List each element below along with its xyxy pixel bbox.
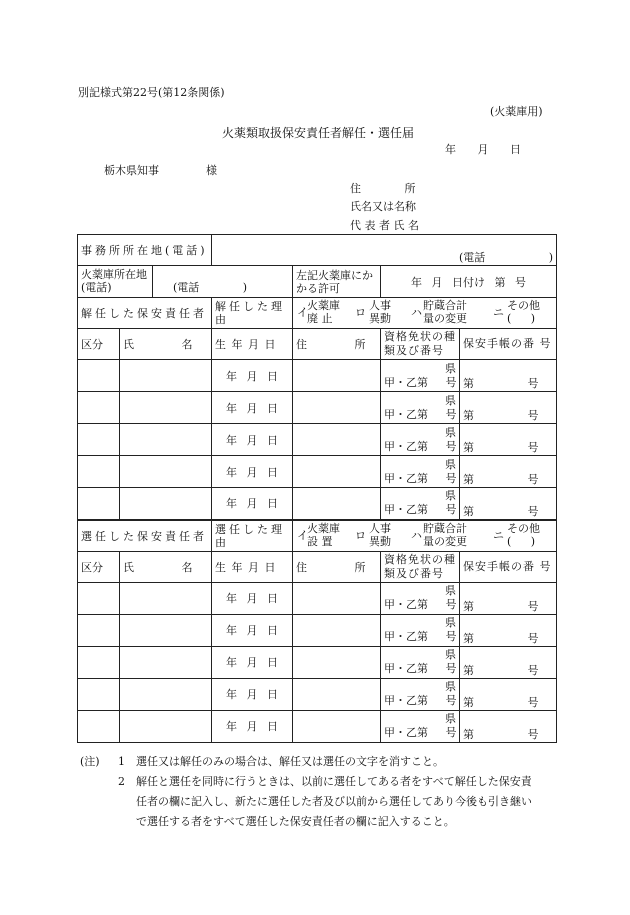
- entry-category[interactable]: [78, 392, 120, 424]
- dismissal-entry-row: [78, 424, 557, 456]
- entry-license-no: 甲・乙第 号: [384, 375, 457, 389]
- entry-category[interactable]: [78, 488, 120, 520]
- dismissal-option-i-text1: 火薬庫: [307, 299, 340, 312]
- dismissal-option-ha-text2: 量の変更: [423, 312, 467, 325]
- entry-address[interactable]: [293, 488, 381, 520]
- entry-book[interactable]: 第 号: [460, 392, 557, 424]
- entry-license[interactable]: [381, 710, 460, 742]
- col-name: 氏 名: [120, 551, 212, 582]
- entry-pref: 県: [445, 457, 456, 471]
- entry-license-no: 甲・乙第 号: [384, 598, 457, 611]
- entry-book[interactable]: 第 号: [460, 424, 557, 456]
- entry-pref: 県: [445, 616, 456, 629]
- entry-name[interactable]: [120, 646, 212, 678]
- form-title: 火薬類取扱保安責任者解任・選任届: [222, 126, 415, 140]
- appointment-option-i-text1: 火薬庫: [307, 521, 340, 535]
- appointment-option-ro-text1: 人事: [369, 521, 391, 535]
- entry-license-no: 甲・乙第 号: [384, 503, 457, 517]
- col-book: 保安手帳の番 号: [460, 329, 557, 360]
- note-2-text: 解任と選任を同時に行うときは、以前に選任してある者をすべて解任した保安責任者の欄に記入し、新たに選任した者及び以前から選任してあり今後も引き継いで選任する者をすべて選任した保安責任者の欄に記入すること。: [136, 775, 532, 828]
- appointment-entry-row: [78, 678, 557, 710]
- note-2-number: 2: [118, 775, 125, 788]
- col-name: 氏 名: [120, 329, 212, 360]
- col-birth: 生 年 月 日: [212, 329, 293, 360]
- notification-form-table: [77, 234, 557, 743]
- dismissal-option-ha-text1: 貯蔵合計: [423, 299, 467, 312]
- appointment-entry-row: [78, 710, 557, 742]
- office-label: 事務所所在地(電話): [78, 235, 212, 266]
- notes-section: [80, 752, 560, 832]
- entry-address[interactable]: [293, 710, 381, 742]
- applicant-address-label: 住 所: [350, 182, 416, 195]
- appointment-label: 選任した保安責任者: [78, 520, 212, 552]
- entry-birth[interactable]: 年 月 日: [212, 646, 293, 678]
- entry-pref: 県: [445, 425, 456, 439]
- appointment-entry-row: [78, 646, 557, 678]
- entry-name[interactable]: [120, 424, 212, 456]
- entry-pref: 県: [445, 712, 456, 725]
- entry-birth[interactable]: 年 月 日: [212, 424, 293, 456]
- entry-license[interactable]: [381, 582, 460, 614]
- dismissal-reason-options[interactable]: [293, 298, 556, 328]
- entry-name[interactable]: [120, 488, 212, 520]
- entry-name[interactable]: [120, 582, 212, 614]
- entry-pref: 県: [445, 648, 456, 661]
- dismissal-option-ro-text1: 人事: [369, 299, 391, 312]
- entry-license-no: 甲・乙第 号: [384, 662, 457, 675]
- usage-label: (火薬庫用): [490, 105, 543, 118]
- entry-book[interactable]: 第 号: [460, 678, 557, 710]
- representative-label: 代 表 者 氏 名: [350, 219, 419, 232]
- entry-book[interactable]: 第 号: [460, 646, 557, 678]
- dismissal-option-ha: ハ: [411, 306, 422, 319]
- entry-category[interactable]: [78, 678, 120, 710]
- appointment-option-i: イ: [297, 528, 308, 542]
- entry-birth[interactable]: 年 月 日: [212, 678, 293, 710]
- entry-license-no: 甲・乙第 号: [384, 694, 457, 707]
- entry-license-no: 甲・乙第 号: [384, 726, 457, 739]
- storehouse-label: 火薬庫所在地(電話): [78, 266, 153, 297]
- col-book: 保安手帳の番 号: [460, 551, 557, 582]
- permit-label: 左記火薬庫にかかる許可: [293, 266, 381, 298]
- appointment-column-headers: [78, 551, 557, 582]
- dismissal-option-ni-text1: その他: [507, 299, 540, 312]
- entry-name[interactable]: [120, 678, 212, 710]
- appointment-entry-row: [78, 582, 557, 614]
- entry-address[interactable]: [293, 646, 381, 678]
- col-license: 資格免状の種類及び番号: [381, 329, 460, 360]
- appointment-option-ni-text2: ( ): [507, 534, 536, 548]
- entry-name[interactable]: [120, 456, 212, 488]
- entry-birth[interactable]: 年 月 日: [212, 710, 293, 742]
- entry-address[interactable]: [293, 582, 381, 614]
- entry-book[interactable]: 第 号: [460, 614, 557, 646]
- entry-pref: 県: [445, 680, 456, 693]
- entry-license[interactable]: [381, 392, 460, 424]
- entry-category[interactable]: [78, 582, 120, 614]
- dismissal-entry-row: [78, 488, 557, 520]
- dismissal-header-row: [78, 298, 557, 329]
- appointment-option-ni-text1: その他: [507, 521, 540, 535]
- entry-book[interactable]: 第 号: [460, 360, 557, 392]
- dismissal-option-i-text2: 廃 止: [307, 312, 333, 325]
- entry-license[interactable]: [381, 456, 460, 488]
- dismissal-option-ro: ロ: [355, 306, 366, 319]
- dismissal-entry-row: [78, 392, 557, 424]
- entry-category[interactable]: [78, 614, 120, 646]
- dismissal-entry-row: [78, 360, 557, 392]
- appointment-option-ni: ニ: [493, 528, 504, 542]
- notes-head: (注): [80, 755, 100, 768]
- storehouse-phone-field[interactable]: (電話 ): [173, 281, 248, 294]
- entry-address[interactable]: [293, 456, 381, 488]
- entry-license-no: 甲・乙第 号: [384, 439, 457, 453]
- entry-category[interactable]: [78, 360, 120, 392]
- entry-pref: 県: [445, 489, 456, 503]
- entry-category[interactable]: [78, 710, 120, 742]
- permit-value-field[interactable]: 年 月 日付け 第 号: [381, 266, 557, 298]
- storehouse-row: [78, 266, 557, 298]
- entry-birth[interactable]: 年 月 日: [212, 360, 293, 392]
- entry-birth[interactable]: 年 月 日: [212, 614, 293, 646]
- entry-license[interactable]: [381, 360, 460, 392]
- dismissal-option-ro-text2: 異動: [369, 312, 391, 325]
- col-category: 区分: [78, 551, 120, 582]
- col-address: 住 所: [293, 551, 381, 582]
- dismissal-entry-row: [78, 456, 557, 488]
- entry-license-no: 甲・乙第 号: [384, 471, 457, 485]
- submission-date: 年 月 日: [445, 143, 521, 156]
- appointment-option-ha-text2: 量の変更: [423, 534, 467, 548]
- appointment-reason-options[interactable]: [293, 521, 556, 551]
- entry-address[interactable]: [293, 392, 381, 424]
- dismissal-option-i: イ: [297, 306, 308, 319]
- entry-license[interactable]: [381, 424, 460, 456]
- entry-license[interactable]: [381, 646, 460, 678]
- applicant-name-label: 氏名又は名称: [350, 200, 416, 213]
- entry-book[interactable]: 第 号: [460, 488, 557, 520]
- entry-book[interactable]: 第 号: [460, 710, 557, 742]
- entry-name[interactable]: [120, 392, 212, 424]
- appointment-header-row: [78, 520, 557, 552]
- office-row: [78, 235, 557, 266]
- appointment-entry-row: [78, 614, 557, 646]
- entry-license[interactable]: [381, 678, 460, 710]
- dismissal-option-ni-text2: ( ): [507, 312, 536, 325]
- entry-license[interactable]: [381, 614, 460, 646]
- entry-address[interactable]: [293, 360, 381, 392]
- entry-birth[interactable]: 年 月 日: [212, 488, 293, 520]
- note-1-text: 選任又は解任のみの場合は、解任又は選任の文字を消すこと。: [136, 755, 444, 768]
- col-license: 資格免状の種類及び番号: [381, 551, 460, 582]
- entry-name[interactable]: [120, 360, 212, 392]
- col-category: 区分: [78, 329, 120, 360]
- entry-birth[interactable]: 年 月 日: [212, 456, 293, 488]
- entry-category[interactable]: [78, 456, 120, 488]
- entry-pref: 県: [445, 393, 456, 407]
- entry-name[interactable]: [120, 710, 212, 742]
- entry-birth[interactable]: 年 月 日: [212, 392, 293, 424]
- entry-birth[interactable]: 年 月 日: [212, 582, 293, 614]
- appointment-option-ha-text1: 貯蔵合計: [423, 521, 467, 535]
- entry-category[interactable]: [78, 646, 120, 678]
- entry-book[interactable]: 第 号: [460, 582, 557, 614]
- honorific: 様: [206, 164, 217, 177]
- entry-license-no: 甲・乙第 号: [384, 407, 457, 421]
- form-number: 別記様式第22号(第12条関係): [78, 86, 225, 99]
- entry-address[interactable]: [293, 678, 381, 710]
- entry-category[interactable]: [78, 424, 120, 456]
- dismissal-reason-label: 解任した理由: [212, 298, 293, 329]
- col-address: 住 所: [293, 329, 381, 360]
- entry-name[interactable]: [120, 614, 212, 646]
- appointment-option-ro: ロ: [355, 528, 366, 542]
- appointment-option-ha: ハ: [411, 528, 422, 542]
- dismissal-label: 解任した保安責任者: [78, 298, 212, 329]
- note-1-number: 1: [118, 755, 125, 768]
- entry-book[interactable]: 第 号: [460, 456, 557, 488]
- office-phone-field[interactable]: (電話 ): [212, 235, 557, 266]
- entry-address[interactable]: [293, 614, 381, 646]
- appointment-option-ro-text2: 異動: [369, 534, 391, 548]
- appointment-option-i-text2: 設 置: [307, 534, 333, 548]
- dismissal-option-ni: ニ: [493, 306, 504, 319]
- entry-license[interactable]: [381, 488, 460, 520]
- entry-address[interactable]: [293, 424, 381, 456]
- entry-pref: 県: [445, 361, 456, 375]
- addressee: 栃木県知事: [104, 164, 159, 177]
- col-birth: 生 年 月 日: [212, 551, 293, 582]
- dismissal-column-headers: [78, 329, 557, 360]
- appointment-reason-label: 選任した理由: [212, 520, 293, 552]
- entry-license-no: 甲・乙第 号: [384, 630, 457, 643]
- entry-pref: 県: [445, 584, 456, 597]
